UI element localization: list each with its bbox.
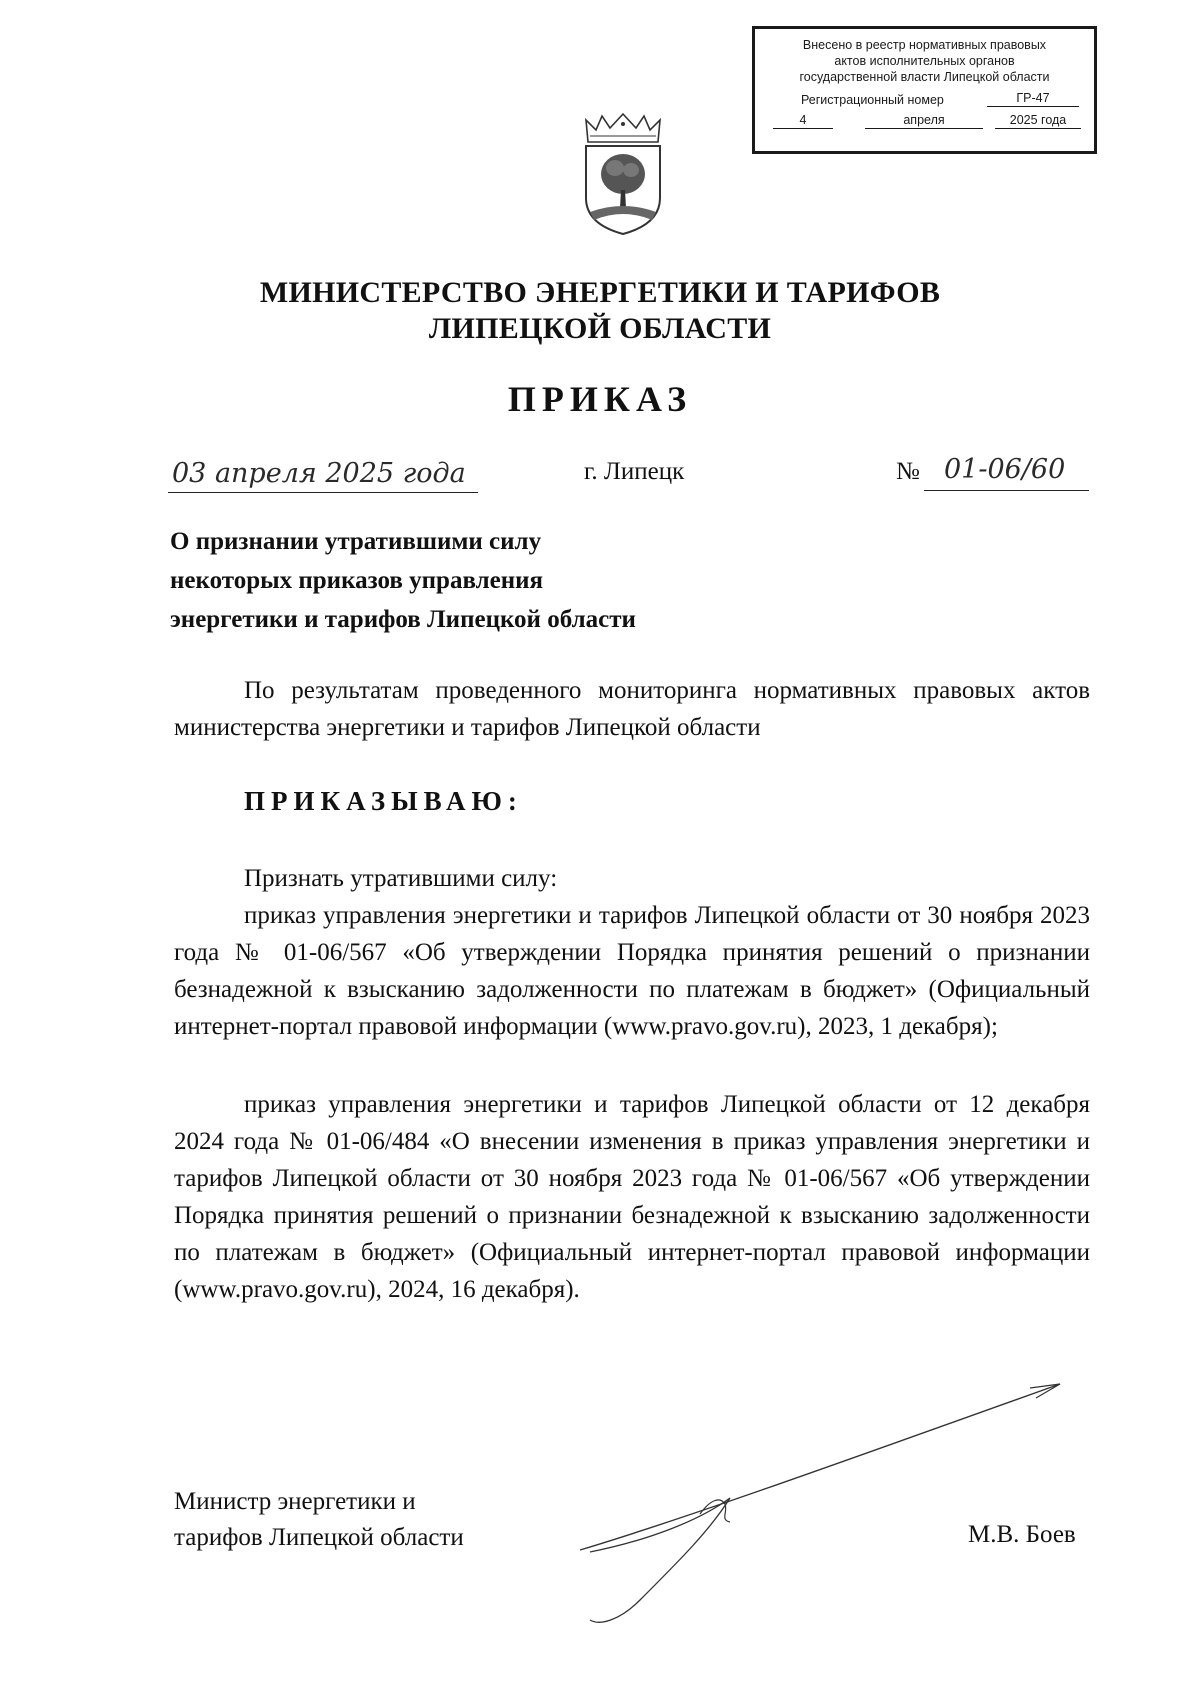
registry-stamp — [752, 26, 1097, 154]
repealed-order-item-1: приказ управления энергетики и тарифов Липецкой области от 30 ноября 2023 года № 01-06/567 «Об утверждении Порядка принятия решений о признании безнадежной к взысканию задолженности по платежам в бюджет» (Официальный интернет-портал правовой информации (www.pravo.gov.ru), 2023, 1 декабря); — [174, 902, 1090, 1040]
signatory-name: М.В. Боев — [968, 1521, 1076, 1548]
handwritten-date: 03 апреля 2025 года — [172, 458, 466, 489]
stamp-line-1: Внесено в реестр нормативных правовых — [802, 38, 1047, 52]
signatory-title-line-1: Министр энергетики и — [174, 1488, 416, 1515]
stamp-line-2: актов исполнительных органов — [834, 54, 1015, 68]
signatory-title-line-2: тарифов Липецкой области — [174, 1524, 464, 1551]
date-underline — [168, 492, 478, 493]
document-type-title: ПРИКАЗ — [507, 379, 693, 419]
number-underline — [924, 490, 1089, 491]
handwritten-number: 01-06/60 — [944, 454, 1066, 485]
number-sign: № — [896, 458, 920, 485]
signatory-title — [174, 1484, 464, 1556]
ministry-name-line-1: МИНИСТЕРСТВО ЭНЕРГЕТИКИ И ТАРИФОВ — [259, 276, 941, 309]
repealed-order-item-2: приказ управления энергетики и тарифов Липецкой области от 12 декабря 2024 года № 01-06/484 «О внесении изменения в приказ управления энергетики и тарифов Липецкой области от 30 ноября 2023 года № 01-06/567 «Об утверждении Порядка принятия решений о признании безнадежной к взысканию задолженности по платежам в бюджет» (Официальный интернет-портал правовой информации (www.pravo.gov.ru), 2024, 16 декабря). — [174, 1091, 1090, 1303]
stamp-reg-label: Регистрационный номер — [801, 93, 944, 107]
stamp-year: 2025 года — [995, 113, 1081, 129]
subject-line-2: некоторых приказов управления — [170, 567, 544, 594]
stamp-reg-number: ГР-47 — [987, 91, 1079, 107]
handwritten-signature-icon — [560, 1370, 1080, 1630]
order-subject — [170, 522, 636, 639]
subject-line-3: энергетики и тарифов Липецкой области — [170, 606, 636, 633]
city-label: г. Липецк — [584, 458, 685, 485]
stamp-month: апреля — [865, 113, 983, 129]
preamble-paragraph: По результатам проведенного мониторинга нормативных правовых актов министерства энергетики и тарифов Липецкой области — [174, 677, 1090, 741]
ministry-name-line-2: ЛИПЕЦКОЙ ОБЛАСТИ — [428, 312, 772, 345]
coat-of-arms-icon — [580, 112, 666, 238]
stamp-day: 4 — [773, 113, 833, 129]
command-heading: ПРИКАЗЫВАЮ: — [244, 786, 523, 816]
lead-paragraph: Признать утратившими силу: — [244, 865, 558, 892]
stamp-line-3: государственной власти Липецкой области — [799, 70, 1050, 84]
subject-line-1: О признании утратившими силу — [170, 528, 542, 555]
